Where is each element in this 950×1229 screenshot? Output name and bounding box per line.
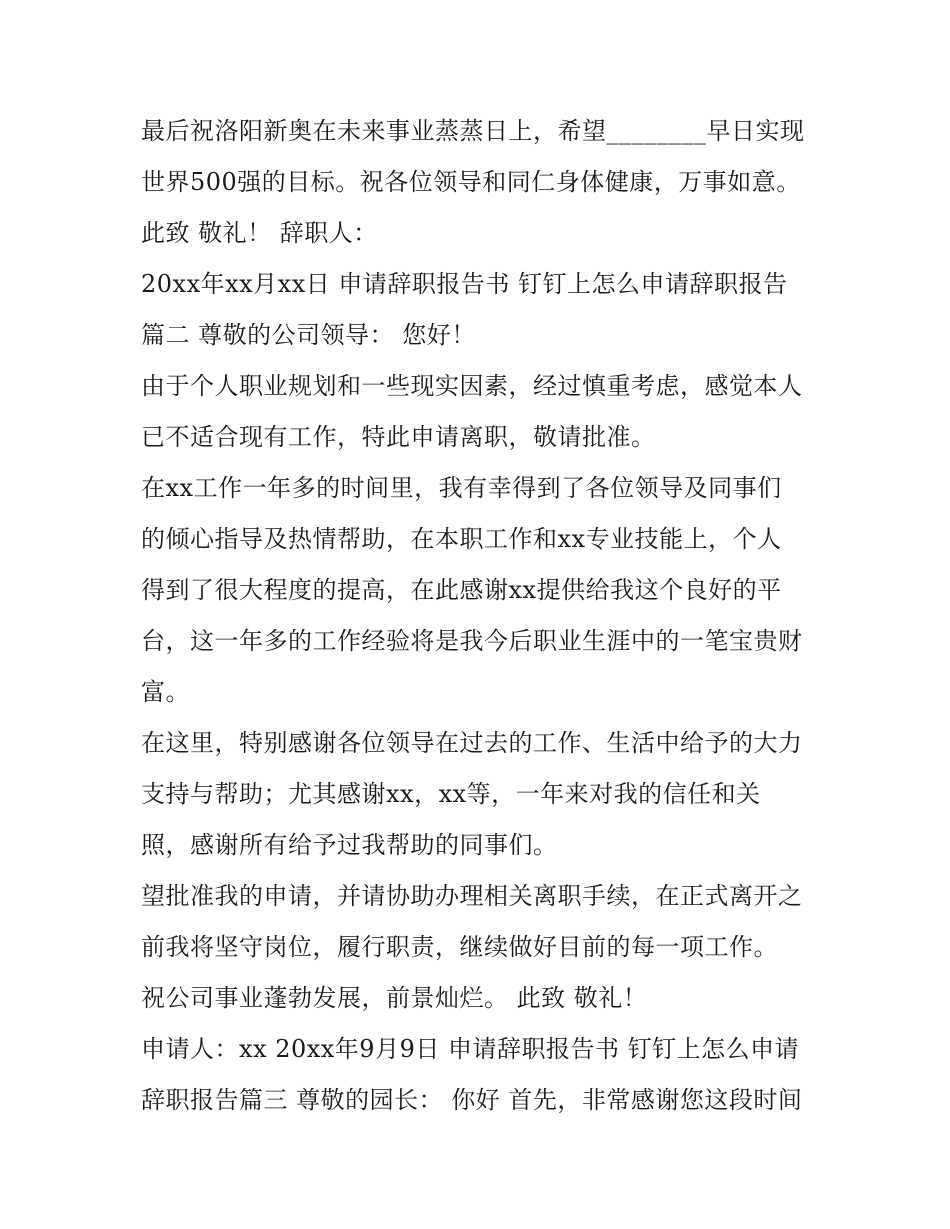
text-line: 支持与帮助；尤其感谢xx，xx等，一年来对我的信任和关	[141, 780, 761, 808]
text-line: 照，感谢所有给予过我帮助的同事们。	[141, 831, 558, 859]
text-line: 此致 敬礼！ 辞职人：	[141, 219, 378, 247]
text-line: 世界500强的目标。祝各位领导和同仁身体健康，万事如意。	[141, 168, 801, 196]
text-line: 篇二 尊敬的公司领导： 您好！	[141, 321, 476, 349]
text-line: 前我将坚守岗位，履行职责，继续做好目前的每一项工作。	[141, 933, 778, 961]
text-line: 由于个人职业规划和一些现实因素，经过慎重考虑，感觉本人	[141, 372, 803, 400]
text-line: 得到了很大程度的提高，在此感谢xx提供给我这个良好的平	[141, 576, 782, 604]
text-line: 20xx年xx月xx日 申请辞职报告书 钉钉上怎么申请辞职报告	[141, 270, 788, 298]
text-line: 祝公司事业蓬勃发展，前景灿烂。 此致 敬礼！	[141, 984, 648, 1012]
text-line: 的倾心指导及热情帮助，在本职工作和xx专业技能上，个人	[141, 525, 782, 553]
text-line: 望批准我的申请，并请协助办理相关离职手续，在正式离开之	[141, 882, 803, 910]
text-line: 最后祝洛阳新奥在未来事业蒸蒸日上，希望________早日实现	[141, 117, 805, 145]
text-line: 台，这一年多的工作经验将是我今后职业生涯中的一笔宝贵财	[141, 627, 803, 655]
text-line: 辞职报告篇三 尊敬的园长： 你好 首先，非常感谢您这段时间	[141, 1086, 803, 1114]
document-body	[141, 106, 831, 1126]
text-line: 申请人：xx 20xx年9月9日 申请辞职报告书 钉钉上怎么申请	[141, 1035, 800, 1063]
text-line: 在xx工作一年多的时间里，我有幸得到了各位领导及同事们	[141, 474, 782, 502]
text-line: 已不适合现有工作，特此申请离职，敬请批准。	[141, 423, 656, 451]
text-line: 富。	[141, 678, 190, 706]
text-line: 在这里，特别感谢各位领导在过去的工作、生活中给予的大力	[141, 729, 803, 757]
